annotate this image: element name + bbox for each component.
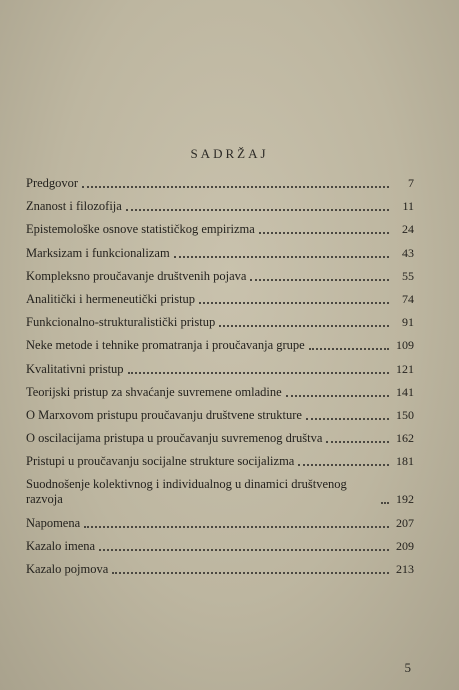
toc-entry [26, 562, 414, 577]
toc-entry-label: Neke metode i tehnike promatranja i proučavanja grupe [26, 338, 305, 353]
toc-entry [26, 199, 414, 214]
toc-entry-label: Znanost i filozofija [26, 199, 122, 214]
toc-entry-label: Kazalo pojmova [26, 562, 109, 576]
toc-entry [26, 385, 414, 400]
toc-entry [26, 454, 414, 469]
dot-leader [84, 526, 389, 528]
toc-entry-label: O Marxovom pristupu proučavanju društvene strukture [26, 407, 302, 422]
toc-entry [26, 477, 414, 507]
toc-entry-page: 43 [402, 245, 414, 260]
dot-leader [219, 325, 389, 327]
toc-entry-page: 209 [396, 538, 414, 553]
toc-entry-page: 181 [396, 454, 414, 469]
toc-entry-label: Analitički i hermeneutički pristup [26, 291, 196, 306]
dot-leader [250, 279, 389, 281]
toc-entry [26, 222, 414, 237]
toc-entry [26, 246, 414, 261]
toc-entry-page: 162 [396, 431, 414, 446]
toc-entry-label: Funkcionalno-strukturalistički pristup [26, 315, 216, 330]
toc-entry-page: 91 [402, 315, 414, 330]
toc-title: SADRŽAJ [190, 146, 269, 161]
toc-entry-page: 150 [396, 407, 414, 422]
toc-entry-label: Kvalitativni pristup [26, 361, 124, 376]
toc-entry-page: 11 [402, 199, 414, 214]
dot-leader [126, 209, 389, 211]
toc-entry [26, 176, 414, 191]
dot-leader [99, 549, 389, 551]
toc-entry-label: Epistemološke osnove statističkog empirizma [26, 222, 255, 237]
toc-entry-page: 109 [396, 338, 414, 353]
toc-entry [26, 315, 414, 330]
toc-entry [26, 269, 414, 284]
toc-entry [26, 408, 414, 423]
page-number: 5 [404, 660, 411, 675]
dot-leader [381, 502, 389, 504]
toc-entry-label: Kompleksno proučavanje društvenih pojava [26, 268, 247, 283]
toc-entry [26, 539, 414, 554]
dot-leader [128, 372, 389, 374]
table-of-contents [26, 176, 414, 585]
dot-leader [199, 302, 389, 304]
toc-entry-label: Marksizam i funkcionalizam [26, 245, 170, 260]
toc-entry-page: 141 [396, 384, 414, 399]
toc-entry-page: 7 [408, 176, 414, 190]
dot-leader [286, 395, 389, 397]
toc-entry-label: Suodnošenje kolektivnog i individualnog u dinamici društvenog razvoja [26, 477, 347, 507]
toc-entry-label: Napomena [26, 515, 81, 530]
toc-entry-label: O oscilacijama pristupa u proučavanju suvremenog društva [26, 431, 323, 446]
toc-entry [26, 431, 414, 446]
dot-leader [259, 232, 389, 234]
toc-entry [26, 338, 414, 353]
toc-entry-page: 121 [396, 361, 414, 376]
toc-entry-page: 192 [396, 492, 414, 507]
toc-entry-label: Teorijski pristup za shvaćanje suvremene omladine [26, 384, 282, 399]
toc-entry-label: Predgovor [26, 176, 79, 190]
toc-entry-label: Kazalo imena [26, 538, 96, 553]
dot-leader [82, 186, 389, 188]
toc-entry [26, 292, 414, 307]
dot-leader [174, 256, 389, 258]
dot-leader [326, 441, 389, 443]
toc-entry [26, 362, 414, 377]
toc-entry-page: 207 [396, 515, 414, 530]
toc-entry-label: Pristupi u proučavanju socijalne strukture socijalizma [26, 454, 295, 469]
toc-entry-page: 24 [402, 222, 414, 237]
toc-entry-page: 55 [402, 268, 414, 283]
dot-leader [298, 464, 389, 466]
dot-leader [306, 418, 389, 420]
toc-entry-page: 213 [396, 562, 414, 576]
toc-entry [26, 516, 414, 531]
dot-leader [309, 348, 389, 350]
dot-leader [112, 572, 389, 574]
toc-entry-page: 74 [402, 291, 414, 306]
